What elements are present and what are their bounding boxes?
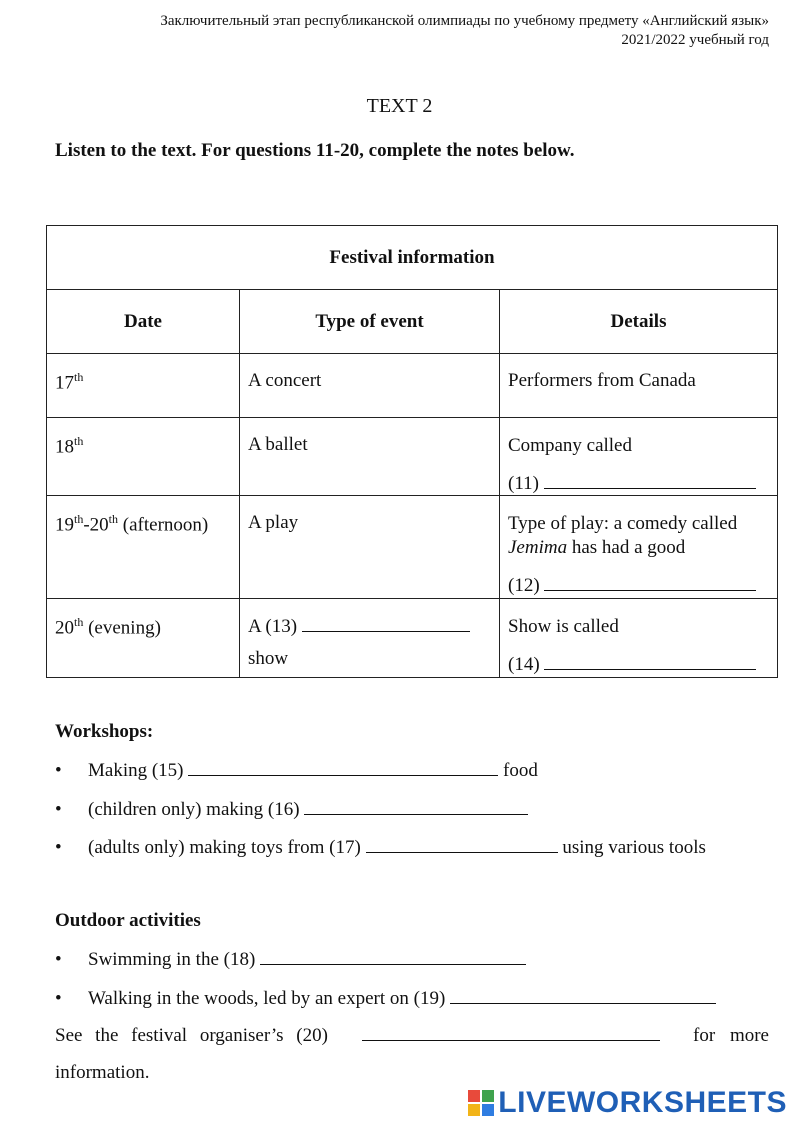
header-date: Date	[47, 290, 240, 354]
outdoor-heading: Outdoor activities	[55, 910, 201, 931]
footer-note-end: information.	[55, 1062, 150, 1083]
answer-blank-12[interactable]	[544, 574, 756, 591]
table-row	[47, 599, 778, 678]
table-row	[47, 496, 778, 599]
footer-note: See the festival organiser’s (20) for more	[55, 1025, 769, 1046]
answer-blank-19[interactable]	[450, 987, 716, 1004]
cell-details: Performers from Canada	[500, 354, 778, 418]
answer-blank-20[interactable]	[362, 1024, 660, 1041]
answer-blank-11[interactable]	[544, 472, 756, 489]
cell-event: A ballet	[240, 418, 500, 496]
workshops-heading: Workshops:	[55, 721, 154, 742]
table-row	[47, 418, 778, 496]
cell-event: A concert	[240, 354, 500, 418]
answer-blank-13[interactable]	[302, 615, 470, 632]
table-caption: Festival information	[47, 226, 778, 290]
page-title: TEXT 2	[366, 95, 433, 117]
list-item: • (children only) making (16)	[55, 798, 528, 821]
logo-text: LIVEWORKSHEETS	[498, 1086, 787, 1119]
answer-blank-14[interactable]	[544, 653, 756, 670]
list-item: • Swimming in the (18)	[55, 948, 526, 971]
cell-date: 20th (evening)	[47, 599, 240, 678]
cell-details: Show is called (14)	[500, 599, 778, 678]
cell-date: 17th	[47, 354, 240, 418]
answer-blank-17[interactable]	[366, 836, 558, 853]
header-type: Type of event	[240, 290, 500, 354]
cell-event: A (13) show	[240, 599, 500, 678]
cell-details: Type of play: a comedy called Jemima has had a good (12)	[500, 496, 778, 599]
instruction-text: Listen to the text. For questions 11-20, complete the notes below.	[55, 140, 575, 161]
answer-blank-16[interactable]	[304, 798, 528, 815]
header-line-1: Заключительный этап республиканской олимпиады по учебному предмету «Английский язык»	[160, 13, 769, 29]
cell-date: 18th	[47, 418, 240, 496]
cell-date: 19th-20th (afternoon)	[47, 496, 240, 599]
list-item: • Walking in the woods, led by an expert on (19)	[55, 987, 716, 1010]
list-item: • (adults only) making toys from (17) using various tools	[55, 837, 706, 858]
list-item: • Making (15) food	[55, 760, 538, 781]
liveworksheets-logo	[468, 1086, 787, 1120]
document-header	[160, 12, 769, 50]
answer-blank-15[interactable]	[188, 759, 498, 776]
table-row	[47, 354, 778, 418]
festival-table	[46, 225, 778, 678]
header-details: Details	[500, 290, 778, 354]
cell-details: Company called (11)	[500, 418, 778, 496]
cell-event: A play	[240, 496, 500, 599]
logo-cubes-icon	[468, 1090, 494, 1116]
header-line-2: 2021/2022 учебный год	[621, 32, 769, 48]
answer-blank-18[interactable]	[260, 948, 526, 965]
